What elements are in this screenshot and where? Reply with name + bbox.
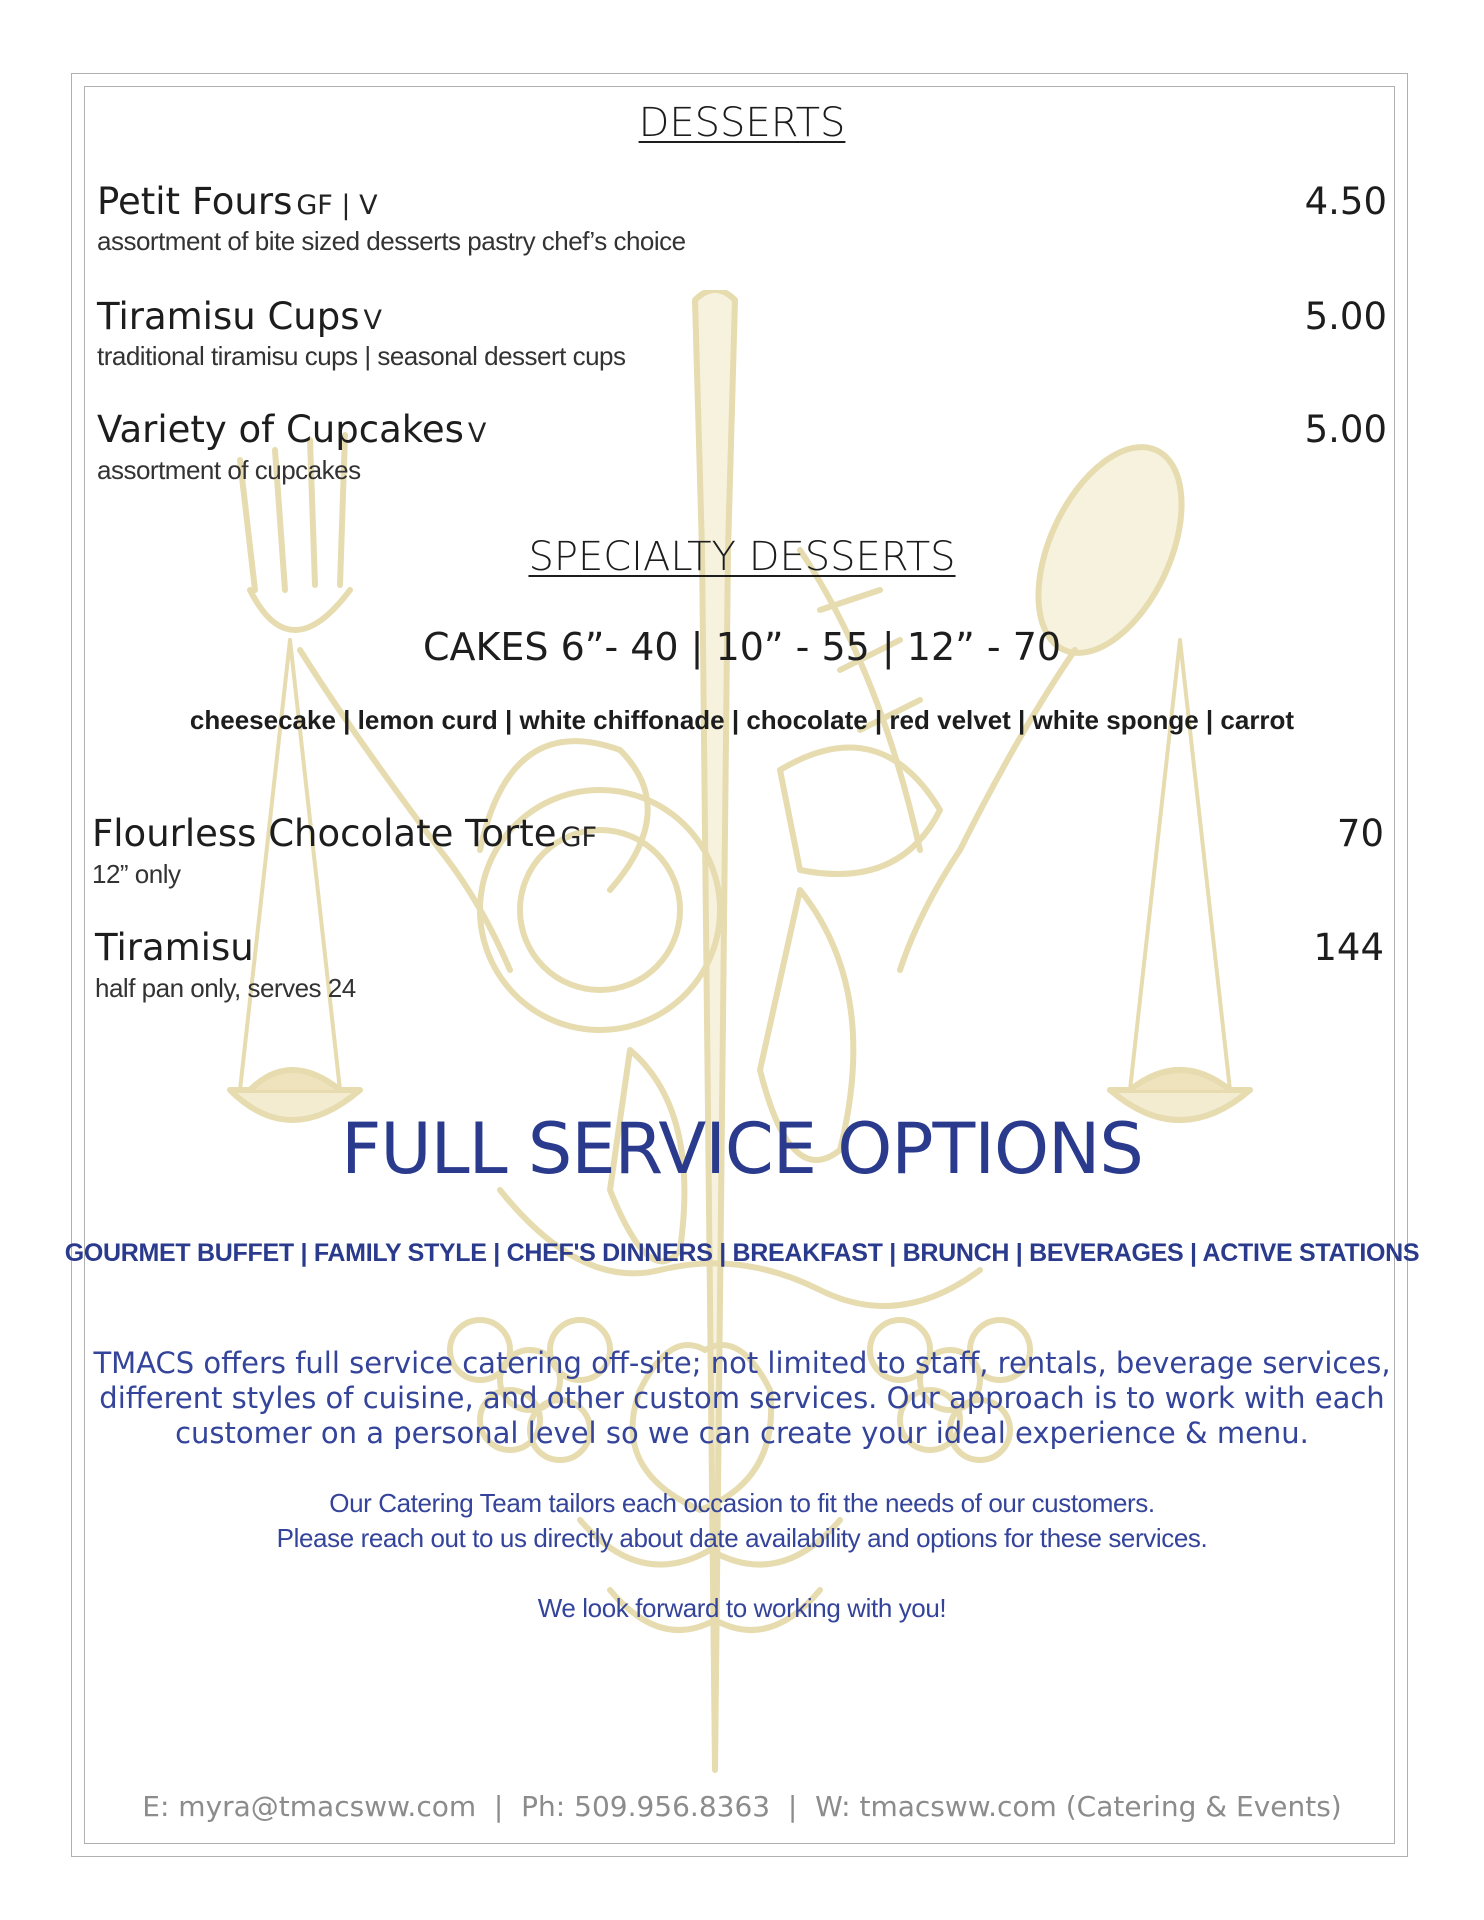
menu-item-name: [95, 926, 258, 969]
item-price: 70: [1336, 812, 1384, 855]
cake-flavors: cheesecake | lemon curd | white chiffonade | chocolate | red velvet | white sponge | carrot: [189, 705, 1295, 735]
specialty-desserts-heading: SPECIALTY DESSERTS: [528, 534, 956, 580]
item-description: half pan only, serves 24: [95, 973, 356, 1003]
menu-item-name: [92, 812, 597, 855]
desserts-heading: DESSERTS: [638, 100, 846, 146]
service-description-line: customer on a personal level so we can create your ideal experience & menu.: [175, 1416, 1309, 1450]
service-list: GOURMET BUFFET | FAMILY STYLE | CHEF'S DINNERS | BREAKFAST | BRUNCH | BEVERAGES | ACTIVE STATIONS: [64, 1239, 1420, 1267]
full-service-title: FULL SERVICE OPTIONS: [341, 1108, 1143, 1190]
service-description-line: different styles of cuisine, and other custom services. Our approach is to work with each: [99, 1381, 1385, 1415]
dietary-tag: GF | V: [296, 190, 378, 221]
cakes-pricing: CAKES 6”- 40 | 10” - 55 | 12” - 70: [422, 625, 1062, 669]
contact-footer: E: myra@tmacsww.com | Ph: 509.956.8363 | W: tmacsww.com (Catering & Events): [142, 1790, 1342, 1823]
item-description: assortment of cupcakes: [97, 455, 361, 485]
menu-item-name: [97, 408, 486, 451]
item-title: Variety of Cupcakes: [97, 408, 464, 451]
dietary-tag: V: [363, 305, 382, 336]
menu-item-name: [97, 180, 378, 223]
closing-note: We look forward to working with you!: [537, 1593, 947, 1623]
dietary-tag: V: [467, 418, 487, 449]
item-description: assortment of bite sized desserts pastry chef’s choice: [97, 226, 686, 256]
item-price: 5.00: [1304, 295, 1387, 338]
menu-item-name: [97, 295, 382, 338]
item-price: 4.50: [1304, 180, 1387, 223]
item-title: Flourless Chocolate Torte: [92, 812, 557, 855]
item-price: 144: [1313, 926, 1384, 969]
item-price: 5.00: [1304, 408, 1387, 451]
team-note-line: Our Catering Team tailors each occasion to fit the needs of our customers.: [329, 1488, 1155, 1518]
team-note-line: Please reach out to us directly about date availability and options for these services.: [276, 1523, 1208, 1553]
item-title: Petit Fours: [97, 180, 293, 223]
service-description-line: TMACS offers full service catering off-site; not limited to staff, rentals, beverage services,: [93, 1346, 1391, 1380]
background-artwork: [180, 290, 1310, 1790]
item-title: Tiramisu Cups: [97, 295, 360, 338]
dietary-tag: GF: [560, 822, 597, 853]
item-description: traditional tiramisu cups | seasonal dessert cups: [97, 341, 626, 371]
item-title: Tiramisu: [95, 926, 254, 969]
item-description: 12” only: [92, 859, 181, 889]
